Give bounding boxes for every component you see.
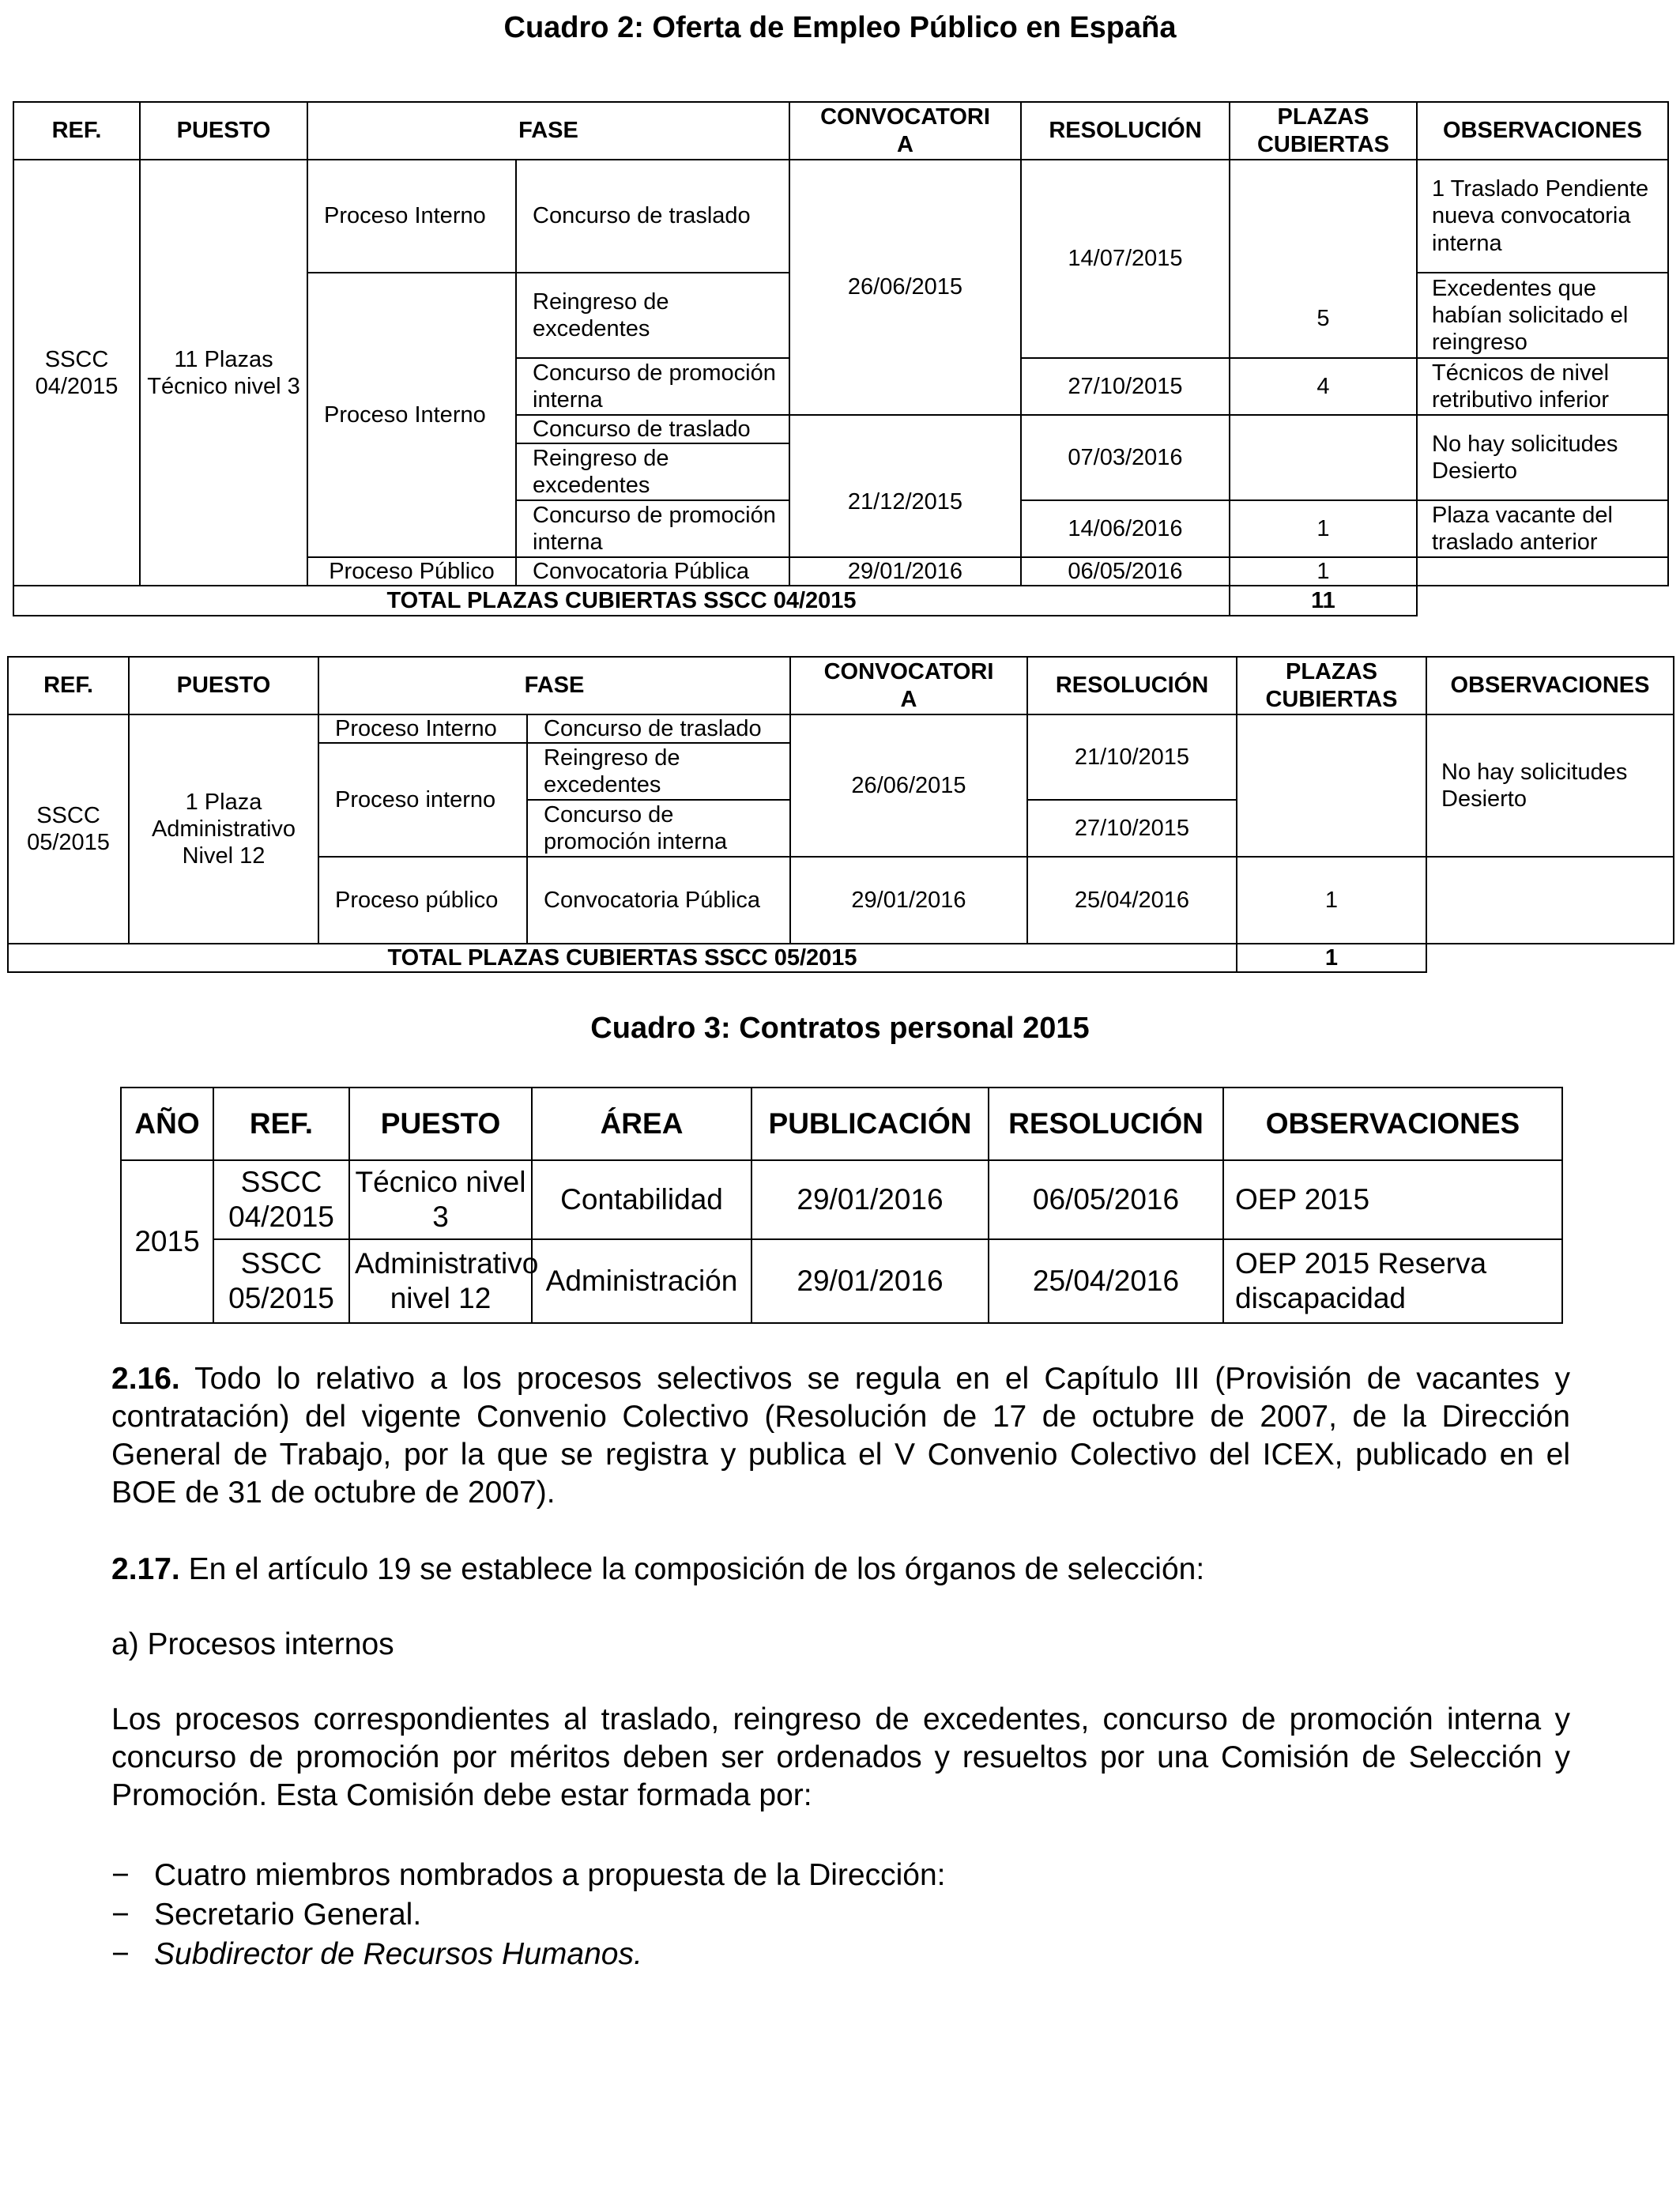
- observaciones-cell: OEP 2015 Reserva discapacidad: [1223, 1239, 1562, 1323]
- area-cell: Administración: [532, 1239, 751, 1323]
- oep-table-sscc-04-2015: [13, 101, 1669, 616]
- resolucion-cell: 25/04/2016: [1027, 857, 1237, 944]
- bullet-text: Cuatro miembros nombrados a propuesta de la Dirección:: [154, 1858, 946, 1892]
- header-fase: FASE: [318, 657, 790, 714]
- cuadro3-title: Cuadro 3: Contratos personal 2015: [590, 1012, 1090, 1045]
- observaciones-cell: 1 Traslado Pendiente nueva convocatoria interna: [1417, 160, 1668, 273]
- convocatoria-cell: 29/01/2016: [789, 557, 1021, 586]
- total-value: 11: [1230, 586, 1417, 616]
- header-puesto: PUESTO: [349, 1088, 532, 1160]
- observaciones-cell: No hay solicitudes Desierto: [1426, 714, 1674, 857]
- resolucion-cell: 14/06/2016: [1021, 500, 1230, 557]
- fase-cell: Concurso de traslado: [527, 714, 790, 743]
- blank-cell: [1417, 586, 1668, 616]
- bullet-item: [111, 1857, 946, 1894]
- fase-cell: Reingreso de excedentes: [516, 443, 789, 500]
- area-cell: Contabilidad: [532, 1160, 751, 1239]
- fase-cell: Concurso de promoción interna: [516, 358, 789, 415]
- bullet-text: Secretario General.: [154, 1898, 422, 1932]
- plazas-cell-empty: [1237, 714, 1426, 857]
- oep-table-sscc-05-2015: [7, 656, 1674, 973]
- paragraph-number: 2.17.: [111, 1552, 180, 1586]
- total-label: TOTAL PLAZAS CUBIERTAS SSCC 05/2015: [8, 944, 1237, 972]
- total-label: TOTAL PLAZAS CUBIERTAS SSCC 04/2015: [13, 586, 1230, 616]
- subheading-procesos-internos: a) Procesos internos: [111, 1627, 394, 1661]
- table-row: [121, 1160, 1562, 1239]
- convocatoria-cell: 26/06/2015: [790, 714, 1027, 857]
- header-ref: REF.: [213, 1088, 349, 1160]
- convocatoria-cell: 29/01/2016: [790, 857, 1027, 944]
- ref-cell: SSCC 05/2015: [8, 714, 129, 944]
- puesto-cell: Administrativo nivel 12: [349, 1239, 532, 1323]
- header-convocatoria: CONVOCATORI A: [789, 102, 1021, 160]
- resolucion-cell: 06/05/2016: [1021, 557, 1230, 586]
- plazas-cell: 4: [1230, 358, 1417, 415]
- publicacion-cell: 29/01/2016: [751, 1239, 989, 1323]
- plazas-cell: 1: [1230, 500, 1417, 557]
- bullet-item: [111, 1936, 642, 1973]
- observaciones-cell: Técnicos de nivel retributivo inferior: [1417, 358, 1668, 415]
- plazas-cell-empty: [1230, 415, 1417, 500]
- paragraph-2-17: [111, 1551, 1570, 1589]
- observaciones-cell-empty: [1417, 557, 1668, 586]
- resolucion-cell: 27/10/2015: [1027, 800, 1237, 857]
- year-cell: 2015: [121, 1160, 213, 1323]
- fase-cell: Convocatoria Pública: [516, 557, 789, 586]
- header-ano: AÑO: [121, 1088, 213, 1160]
- fase-cell: Convocatoria Pública: [527, 857, 790, 944]
- header-fase: FASE: [307, 102, 789, 160]
- ref-cell: SSCC 04/2015: [213, 1160, 349, 1239]
- paragraph-2-16: [111, 1360, 1570, 1512]
- fase-cell: Concurso de promoción interna: [516, 500, 789, 557]
- publicacion-cell: 29/01/2016: [751, 1160, 989, 1239]
- fase-cell: Concurso de traslado: [516, 160, 789, 273]
- proceso-interno-cell: Proceso Interno: [318, 714, 527, 743]
- header-publicacion: PUBLICACIÓN: [751, 1088, 989, 1160]
- ref-cell: SSCC 04/2015: [13, 160, 140, 586]
- ref-cell: SSCC 05/2015: [213, 1239, 349, 1323]
- dash-icon: −: [111, 1858, 130, 1892]
- plazas-cell: 1: [1237, 857, 1426, 944]
- resolucion-cell: 25/04/2016: [989, 1239, 1223, 1323]
- header-puesto: PUESTO: [129, 657, 318, 714]
- proceso-interno-cell: Proceso interno: [318, 743, 527, 857]
- header-observaciones: OBSERVACIONES: [1426, 657, 1674, 714]
- resolucion-cell: 14/07/2015: [1021, 160, 1230, 358]
- proceso-interno-cell: Proceso Interno: [307, 160, 516, 273]
- plazas-cell: 5: [1230, 160, 1417, 358]
- resolucion-cell: 07/03/2016: [1021, 415, 1230, 500]
- puesto-cell: 1 Plaza Administrativo Nivel 12: [129, 714, 318, 944]
- puesto-cell: Técnico nivel 3: [349, 1160, 532, 1239]
- observaciones-cell: OEP 2015: [1223, 1160, 1562, 1239]
- observaciones-cell-empty: [1426, 857, 1674, 944]
- cuadro2-title: Cuadro 2: Oferta de Empleo Público en España: [503, 11, 1177, 44]
- header-puesto: PUESTO: [140, 102, 307, 160]
- fase-cell: Reingreso de excedentes: [516, 273, 789, 358]
- paragraph-body: Todo lo relativo a los procesos selectivos se regula en el Capítulo III (Provisión de vacantes y contratación) del vigente Convenio Colectivo (Resolución de 17 de octubre de 2007, de la Dirección General de Trabajo, por la que se registra y publica el V Convenio Colectivo del ICEX, publicado en el BOE de 31 de octubre de 2007).: [111, 1362, 1570, 1510]
- header-resolucion: RESOLUCIÓN: [1021, 102, 1230, 160]
- observaciones-cell: Excedentes que habían solicitado el reingreso: [1417, 273, 1668, 358]
- convocatoria-cell: 21/12/2015: [789, 415, 1021, 557]
- paragraph-body: En el artículo 19 se establece la composición de los órganos de selección:: [179, 1552, 1205, 1586]
- bullet-text: Subdirector de Recursos Humanos.: [154, 1937, 642, 1971]
- dash-icon: −: [111, 1898, 130, 1932]
- header-ref: REF.: [13, 102, 140, 160]
- fase-cell: Reingreso de excedentes: [527, 743, 790, 800]
- paragraph-number: 2.16.: [111, 1362, 180, 1396]
- proceso-publico-cell: Proceso público: [318, 857, 527, 944]
- observaciones-cell: Plaza vacante del traslado anterior: [1417, 500, 1668, 557]
- header-area: ÁREA: [532, 1088, 751, 1160]
- header-convocatoria: CONVOCATORI A: [790, 657, 1027, 714]
- header-ref: REF.: [8, 657, 129, 714]
- observaciones-cell: No hay solicitudes Desierto: [1417, 415, 1668, 500]
- paragraph-procesos: Los procesos correspondientes al traslado, reingreso de excedentes, concurso de promoción interna y concurso de promoción por méritos deben ser ordenados y resueltos por una Comisión de Selección y Promoción. Esta Comisión debe estar formada por:: [111, 1702, 1570, 1812]
- header-observaciones: OBSERVACIONES: [1223, 1088, 1562, 1160]
- header-observaciones: OBSERVACIONES: [1417, 102, 1668, 160]
- header-resolucion: RESOLUCIÓN: [1027, 657, 1237, 714]
- resolucion-cell: 21/10/2015: [1027, 714, 1237, 800]
- header-plazas: PLAZAS CUBIERTAS: [1237, 657, 1426, 714]
- header-resolucion: RESOLUCIÓN: [989, 1088, 1223, 1160]
- bullet-item: [111, 1896, 421, 1934]
- puesto-cell: 11 Plazas Técnico nivel 3: [140, 160, 307, 586]
- total-value: 1: [1237, 944, 1426, 972]
- convocatoria-cell: 26/06/2015: [789, 160, 1021, 415]
- resolucion-cell: 27/10/2015: [1021, 358, 1230, 415]
- plazas-cell: 1: [1230, 557, 1417, 586]
- proceso-publico-cell: Proceso Público: [307, 557, 516, 586]
- header-plazas: PLAZAS CUBIERTAS: [1230, 102, 1417, 160]
- dash-icon: −: [111, 1937, 130, 1971]
- blank-cell: [1426, 944, 1674, 972]
- proceso-interno-cell: Proceso Interno: [307, 273, 516, 557]
- contratos-table: [120, 1087, 1563, 1324]
- table-row: [121, 1239, 1562, 1323]
- fase-cell: Concurso de promoción interna: [527, 800, 790, 857]
- fase-cell: Concurso de traslado: [516, 415, 789, 443]
- resolucion-cell: 06/05/2016: [989, 1160, 1223, 1239]
